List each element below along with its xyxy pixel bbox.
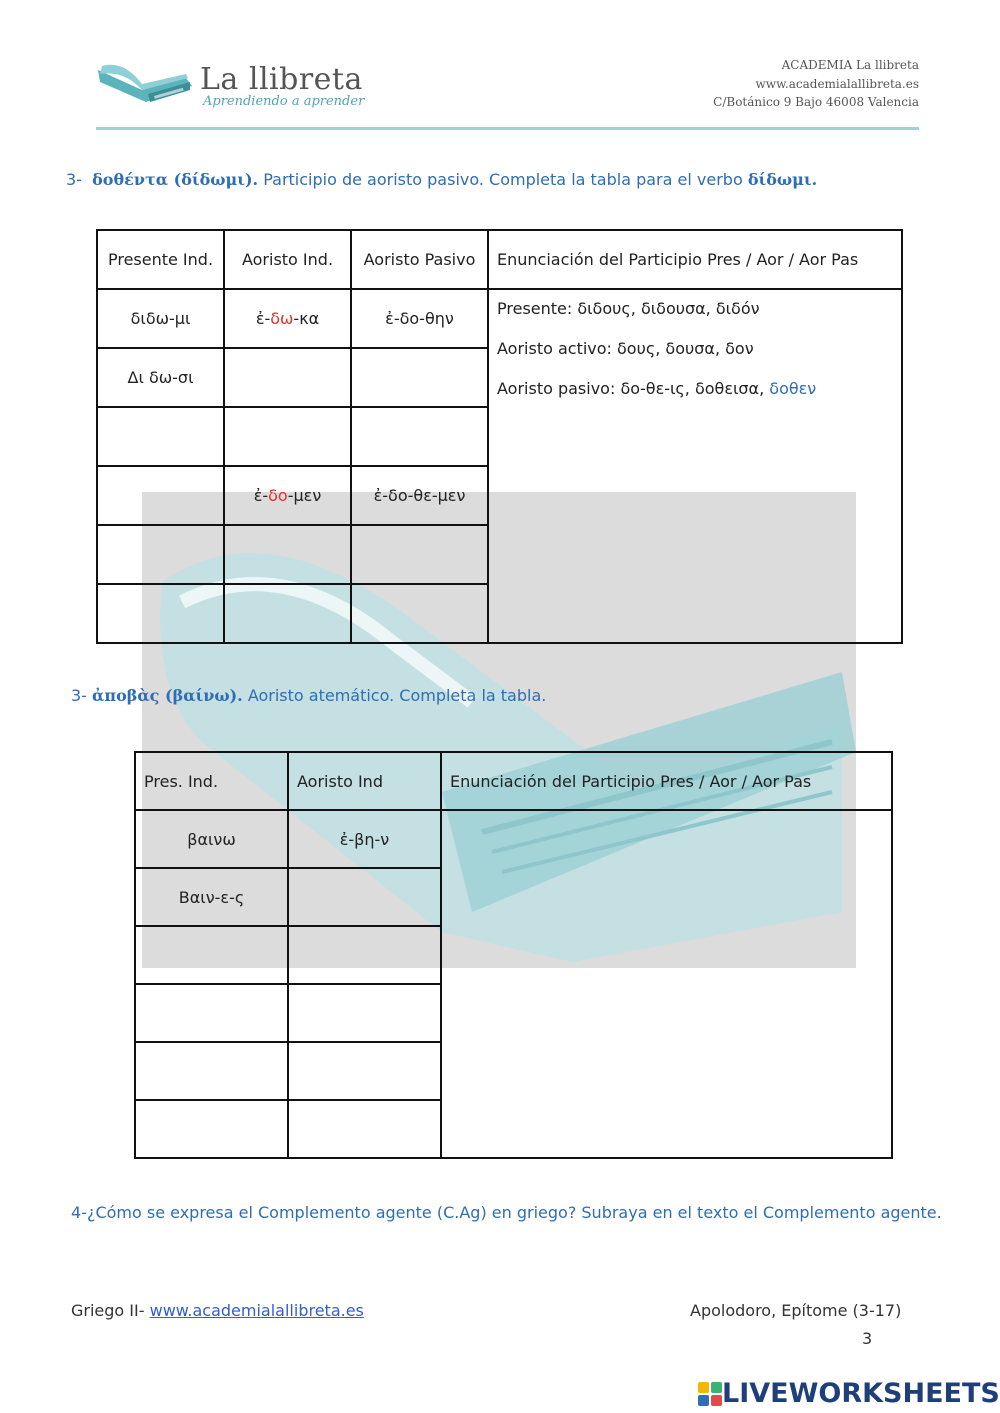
answer-cell[interactable] <box>135 984 288 1042</box>
liveworksheets-text: LIVEWORKSHEETS <box>722 1378 1000 1409</box>
didomi-conjugation-table <box>96 229 903 644</box>
logo-title: La llibreta <box>200 62 363 97</box>
answer-cell[interactable] <box>351 584 488 643</box>
academy-website: www.academialallibreta.es <box>755 77 919 91</box>
liveworksheets-brand[interactable] <box>698 1378 1000 1409</box>
participle-answer-cell[interactable] <box>441 810 892 1158</box>
answer-cell[interactable] <box>97 525 224 584</box>
desc-aoristo-pasivo: Aoristo pasivo: δο-θε-ις, δοθεισα, δοθεν <box>497 379 817 398</box>
exercise-heading-athematic-aorist: 3- ἀποβὰς (βαίνω). Aoristo atemático. Completa la tabla. <box>71 686 547 705</box>
answer-cell[interactable] <box>351 348 488 407</box>
header-pres-ind: Pres. Ind. <box>135 752 288 810</box>
answer-cell[interactable] <box>135 1100 288 1158</box>
answer-cell[interactable] <box>97 407 224 466</box>
answer-cell[interactable] <box>135 1042 288 1100</box>
cell-pasivo-1: ἐ-δο-θην <box>351 289 488 348</box>
logo-subtitle: Aprendiendo a aprender <box>203 94 365 109</box>
logo-book-icon <box>94 56 204 112</box>
desc-aoristo-activo: Aoristo activo: δους, δουσα, δον <box>497 339 754 358</box>
answer-cell[interactable] <box>224 348 351 407</box>
answer-cell[interactable] <box>224 525 351 584</box>
cell-aoristo-4: ἐ-δο-μεν <box>224 466 351 525</box>
baino-conjugation-table <box>134 751 893 1159</box>
cell-pasivo-4: ἐ-δο-θε-μεν <box>351 466 488 525</box>
header-aoristo-ind: Aoristo Ind <box>288 752 441 810</box>
cell-aoristo-1: ἐ-δω-κα <box>224 289 351 348</box>
header-aoristo-ind: Aoristo Ind. <box>224 230 351 289</box>
page-number: 3 <box>862 1329 873 1348</box>
exercise-heading-complemento-agente: 4-¿Cómo se expresa el Complemento agente (C.Ag) en griego? Subraya en el texto el Complemento agente. <box>71 1203 942 1222</box>
answer-cell[interactable] <box>97 584 224 643</box>
header-enunciacion: Enunciación del Participio Pres / Aor / Aor Pas <box>488 230 902 289</box>
header-divider <box>96 127 919 130</box>
answer-cell[interactable] <box>288 868 441 926</box>
answer-cell[interactable] <box>135 926 288 984</box>
cell-pres-1: βαινω <box>135 810 288 868</box>
answer-cell[interactable] <box>351 525 488 584</box>
cell-aoristo-1: ἐ-βη-ν <box>288 810 441 868</box>
exercise-heading-participle-didomi: 3- δοθέντα (δίδωμι). Participio de aoristo pasivo. Completa la tabla para el verbo δίδωμι. <box>66 170 818 189</box>
header-aoristo-pasivo: Aoristo Pasivo <box>351 230 488 289</box>
academy-name: ACADEMIA La llibreta <box>781 58 919 72</box>
cell-pres-2: Βαιν-ε-ς <box>135 868 288 926</box>
cell-presente-2: Δι δω-σι <box>97 348 224 407</box>
footer-source: Apolodoro, Epítome (3-17) <box>690 1301 902 1320</box>
header-presente-ind: Presente Ind. <box>97 230 224 289</box>
answer-cell[interactable] <box>97 466 224 525</box>
academy-address: C/Botánico 9 Bajo 46008 Valencia <box>713 95 919 109</box>
header-enunciacion: Enunciación del Participio Pres / Aor / Aor Pas <box>441 752 892 810</box>
answer-cell[interactable] <box>288 984 441 1042</box>
answer-cell[interactable] <box>288 926 441 984</box>
answer-cell[interactable] <box>288 1100 441 1158</box>
answer-cell[interactable] <box>351 407 488 466</box>
participle-enunciation-cell <box>488 289 902 643</box>
footer-course: Griego II- www.academialallibreta.es <box>71 1301 364 1320</box>
answer-cell[interactable] <box>224 584 351 643</box>
answer-cell[interactable] <box>224 407 351 466</box>
cell-presente-1: διδω-μι <box>97 289 224 348</box>
footer-website-link[interactable]: www.academialallibreta.es <box>149 1301 364 1320</box>
liveworksheets-logo-icon <box>698 1382 722 1406</box>
desc-presente: Presente: διδους, διδουσα, διδόν <box>497 299 760 318</box>
answer-cell[interactable] <box>288 1042 441 1100</box>
